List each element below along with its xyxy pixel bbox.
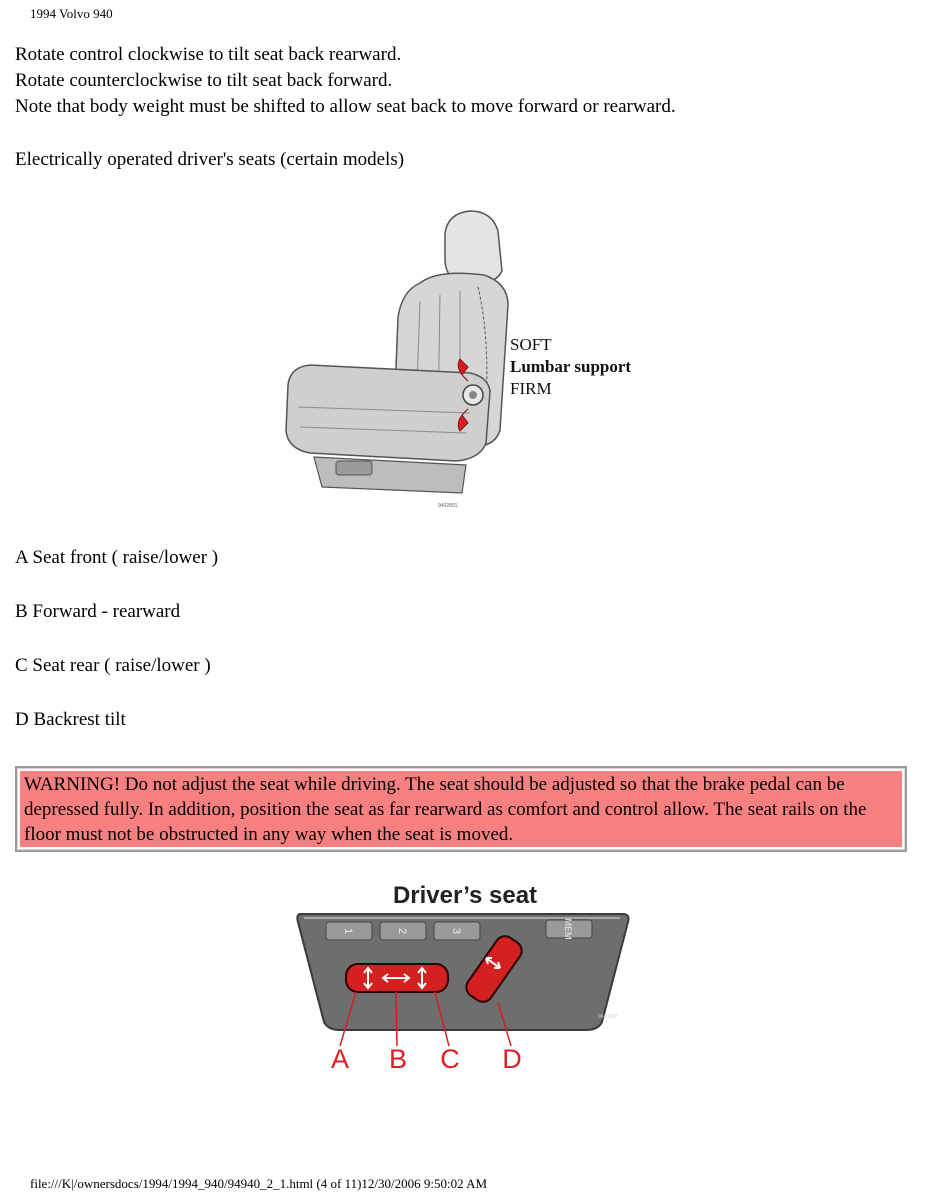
control-letter-d: D	[502, 1044, 522, 1074]
intro-line: Rotate counterclockwise to tilt seat back forward.	[15, 70, 393, 91]
page-footer: file:///K|/ownersdocs/1994/1994_940/94940_2_1.html (4 of 11)12/30/2006 9:50:02 AM	[30, 1176, 488, 1191]
panel-code: 9640097	[598, 1014, 618, 1020]
intro-line: Rotate control clockwise to tilt seat back rearward.	[15, 44, 402, 65]
label-a: A Seat front ( raise/lower )	[15, 547, 219, 568]
page-header: 1994 Volvo 940	[30, 6, 113, 21]
control-letter-c: C	[440, 1044, 460, 1074]
label-c: C Seat rear ( raise/lower )	[15, 655, 211, 676]
control-letter-a: A	[330, 1044, 350, 1074]
memory-button-3-label: 3	[450, 927, 462, 935]
intro-text	[15, 42, 676, 120]
lumbar-seat-illustration	[270, 205, 655, 520]
panel-title: Driver’s seat	[392, 882, 538, 909]
figure-code: 9402801	[438, 503, 458, 509]
memory-button-mem-label: MEM	[563, 918, 573, 940]
label-b: B Forward - rearward	[15, 601, 181, 622]
label-d: D Backrest tilt	[15, 709, 126, 730]
intro-line: Note that body weight must be shifted to allow seat back to move forward or rearward.	[15, 96, 676, 117]
memory-button-2-label: 2	[396, 927, 408, 935]
electric-seats-heading: Electrically operated driver's seats (certain models)	[15, 149, 405, 170]
control-letter-b: B	[388, 1044, 408, 1074]
soft-label: SOFT	[510, 335, 552, 354]
lumbar-support-label: Lumbar support	[510, 357, 632, 376]
firm-label: FIRM	[510, 379, 552, 398]
memory-button-1-label: 1	[342, 927, 354, 935]
warning-text: WARNING! Do not adjust the seat while driving. The seat should be adjusted so that the brake pedal can be depressed fully. In addition, position the seat as far rearward as comfort and control allow. The seat rails on the floor must not be obstructed in any way when the seat is moved.	[20, 771, 902, 847]
warning-box	[15, 766, 907, 852]
drivers-seat-panel-illustration	[290, 878, 640, 1078]
